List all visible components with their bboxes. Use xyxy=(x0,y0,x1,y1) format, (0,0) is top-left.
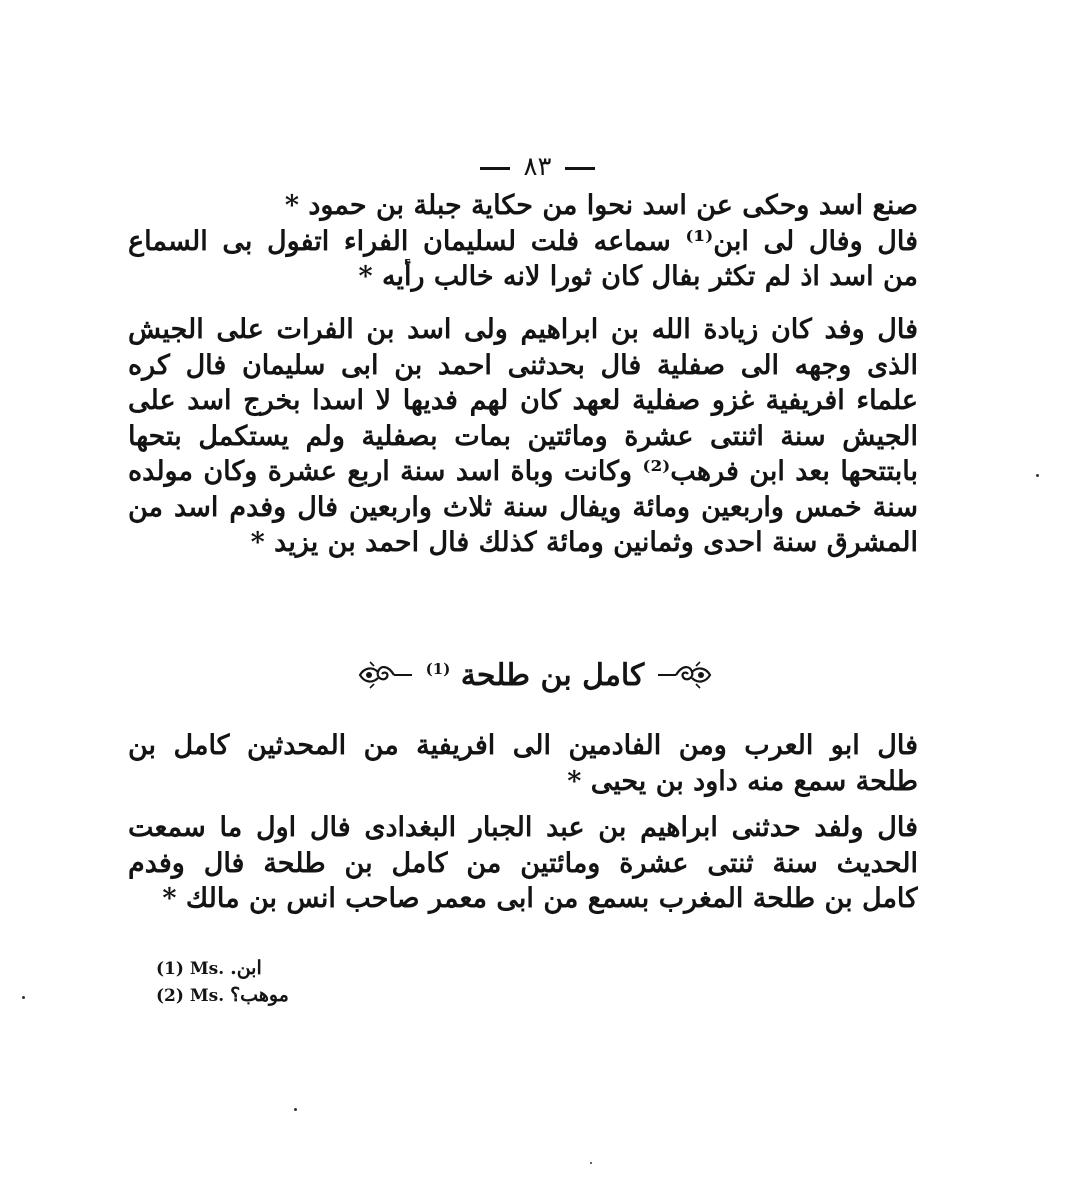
paragraph-4 xyxy=(128,810,918,917)
text-line: فال ولفد حدثنى ابراهيم بن عبد الجبار البغدادى فال اول ما سمعت xyxy=(128,812,918,843)
footnote-text: موهب؟ xyxy=(230,984,289,1006)
paragraph-3 xyxy=(128,728,918,799)
text-line: الحديث سنة ثنتى عشرة ومائتين من كامل بن طلحة فال وفدم xyxy=(128,847,918,879)
footnotes xyxy=(156,955,456,1009)
section-title-note: (1) xyxy=(425,659,451,678)
text-line: علماء افريفية غزو صفلية لعهد كان لهم فديها لا اسدا بخرج اسد على xyxy=(128,385,918,416)
scan-speck xyxy=(294,1108,297,1111)
text-line: فال وفال لى ابن⁽¹⁾ سماعه فلت لسليمان الفراء اتفول بى السماع xyxy=(128,225,918,257)
page-number-value: ٨٣ xyxy=(523,152,552,182)
section-title xyxy=(426,658,645,693)
paragraph-2 xyxy=(128,312,918,561)
section-heading xyxy=(340,650,730,700)
text-line: المشرق سنة احدى وثمانين ومائة كذلك فال احمد بن يزيد * xyxy=(250,527,918,558)
text-line: طلحة سمع منه داود بن يحيى * xyxy=(567,765,918,797)
footnote-1 xyxy=(156,955,456,982)
ornament-right-icon xyxy=(656,660,714,690)
footnote-text: ابن. xyxy=(230,957,262,979)
footnote-2 xyxy=(156,982,456,1009)
ornament-left-icon xyxy=(356,660,414,690)
text-line: فال ابو العرب ومن الفادمين الى افريفية من المحدثين كامل بن xyxy=(128,730,918,761)
text-line: من اسد اذ لم تكثر بفال كان ثورا لانه خالب رأيه * xyxy=(358,261,918,292)
footnote-marker: (2) Ms. xyxy=(156,986,225,1006)
footnote-marker: (1) Ms. xyxy=(156,959,225,979)
text-line: الجيش سنة اثنتى عشرة ومائتين بمات بصفلية ولم يستكمل بتحها xyxy=(128,420,918,452)
text-line: سنة خمس واربعين ومائة ويفال سنة ثلاث واربعين فال وفدم اسد من xyxy=(128,491,918,523)
text-line: صنع اسد وحكى عن اسد نحوا من حكاية جبلة بن حمود * xyxy=(284,190,918,221)
dash-left xyxy=(480,167,510,170)
text-line: فال وفد كان زيادة الله بن ابراهيم ولى اسد بن الفرات على الجيش xyxy=(128,314,918,345)
text-line: بابتتحها بعد ابن فرهب⁽²⁾ وكانت وباة اسد سنة اربع عشرة وكان مولده xyxy=(128,456,918,487)
scan-speck xyxy=(22,996,25,999)
scan-speck xyxy=(1036,474,1039,477)
paragraph-1 xyxy=(128,188,918,295)
dash-right xyxy=(565,167,595,170)
text-line: كامل بن طلحة المغرب بسمع من ابى معمر صاحب انس بن مالك * xyxy=(162,883,918,914)
text-line: الذى وجهه الى صفلية فال بحدثنى احمد بن ابى سليمان فال كره xyxy=(128,349,918,381)
page-number xyxy=(0,152,1075,182)
scan-speck xyxy=(590,1162,592,1164)
section-title-text: كامل بن طلحة xyxy=(460,657,645,693)
